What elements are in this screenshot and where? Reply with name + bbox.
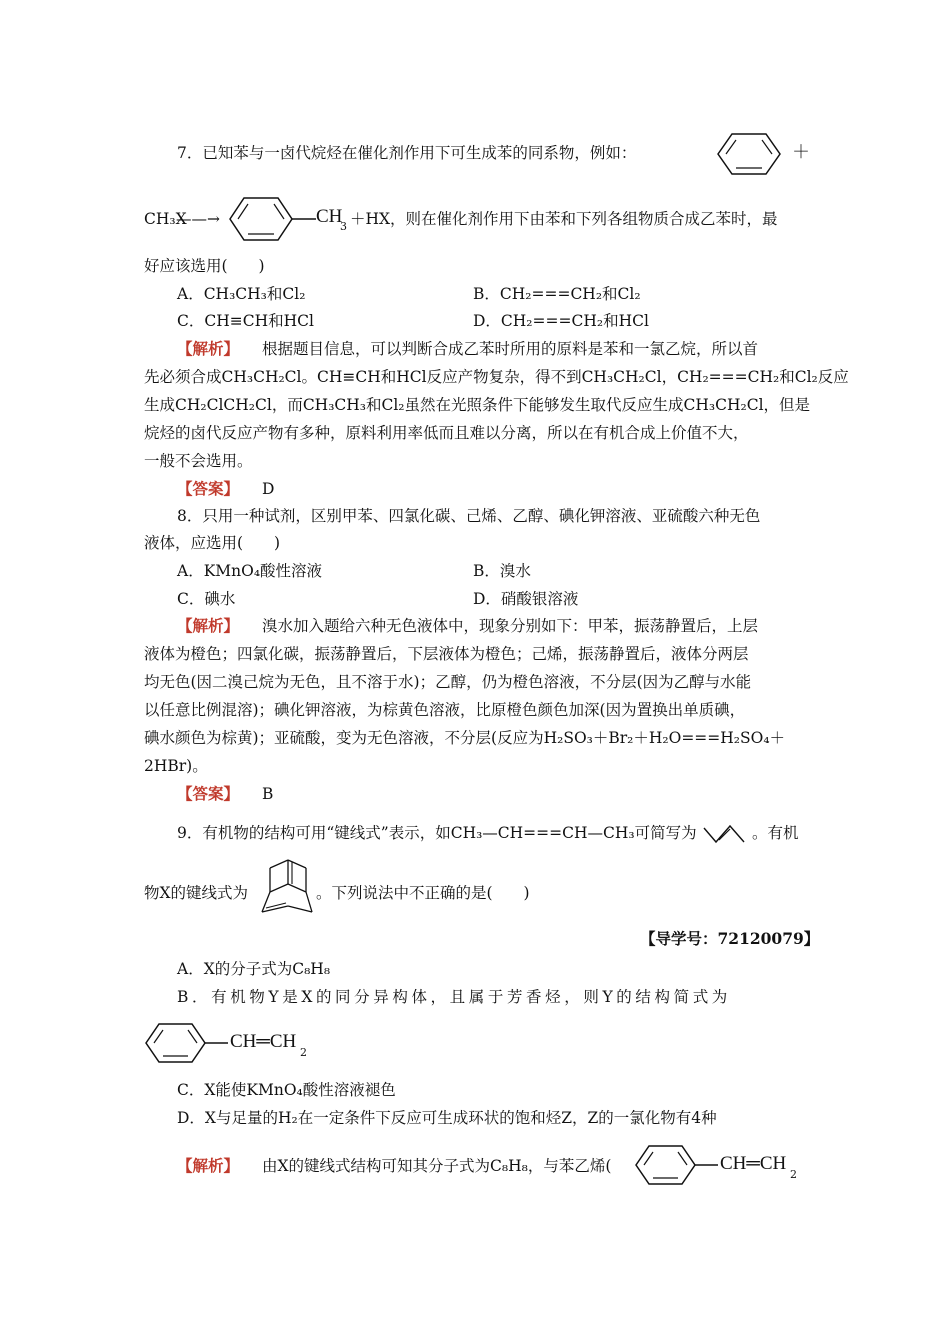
q7-analysis-4: 一般不会选用。 (144, 452, 253, 470)
q7-reactant: CH₃X (144, 210, 187, 228)
q8-analysis-label: 【解析】 (177, 616, 240, 635)
q8-option-d: D．硝酸银溶液 (473, 590, 579, 608)
q7-arrow: ——→ (176, 210, 220, 228)
q9-option-b: B．有机物Y是X的同分异构体，且属于芳香烃，则Y的结构简式为 (177, 988, 731, 1006)
styrene-icon-analysis (634, 1144, 718, 1186)
q7-line3: 好应该选用( ) (144, 257, 265, 275)
q7-answer-label: 【答案】 (177, 479, 240, 498)
q8-analysis-3: 以任意比例混溶)；碘化钾溶液，为棕黄色溶液，比原橙色颜色加深(因为置换出单质碘， (144, 701, 746, 719)
q7-answer: D (262, 480, 275, 498)
q9-analysis-styrene: CH═CH (720, 1153, 787, 1174)
q9-styrene-text: CH═CH (230, 1031, 297, 1052)
q7-option-a: A．CH₃CH₃和Cl₂ (177, 285, 306, 303)
q9-option-d: D．X与足量的H₂在一定条件下反应可生成环状的饱和烃Z，Z的一氯化物有4种 (177, 1109, 717, 1127)
benzene-icon (716, 132, 782, 176)
q9-analysis: 由X的键线式结构可知其分子式为C₈H₈，与苯乙烯( (262, 1157, 612, 1175)
q8-answer: B (262, 785, 274, 803)
butene-icon (702, 822, 748, 844)
q8-line1: 8．只用一种试剂，区别甲苯、四氯化碳、己烯、乙醇、碘化钾溶液、亚硫酸六种无色 (177, 507, 761, 525)
q8-option-a: A．KMnO₄酸性溶液 (177, 562, 323, 580)
q9-line2-a: 物X的键线式为 (144, 884, 249, 902)
q7-option-b: B．CH₂===CH₂和Cl₂ (473, 285, 641, 303)
q9-option-a: A．X的分子式为C₈H₈ (177, 960, 331, 978)
q7-plus: ＋ (792, 142, 810, 163)
q9-line1: 9．有机物的结构可用“键线式”表示，如CH₃—CH===CH—CH₃可简写为 (177, 824, 697, 842)
q8-analysis-0: 溴水加入题给六种无色液体中，现象分别如下：甲苯，振荡静置后，上层 (262, 617, 759, 635)
q9-line1-end: 。有机 (752, 824, 799, 842)
bicyclic-icon (258, 856, 314, 916)
q7-analysis-1: 先必须合成CH₃CH₂Cl。CH≡CH和HCl反应产物复杂，得不到CH₃CH₂Cl，CH₂===CH₂和Cl₂反应 (144, 368, 849, 386)
q7-line1: 7．已知苯与一卤代烷烃在催化剂作用下可生成苯的同系物，例如： (177, 144, 637, 162)
q8-analysis-2: 均无色(因二溴己烷为无色，且不溶于水)；乙醇，仍为橙色溶液，不分层(因为乙醇与水能 (144, 673, 752, 691)
styrene-icon (144, 1022, 228, 1064)
q9-option-c: C．X能使KMnO₄酸性溶液褪色 (177, 1081, 396, 1099)
q7-analysis-3: 烷烃的卤代反应产物有多种，原料利用率低而且难以分离，所以在有机合成上价值不大， (144, 424, 749, 442)
q8-line2: 液体，应选用( ) (144, 534, 281, 552)
q9-styrene-sub: 2 (300, 1046, 307, 1059)
q9-line2-b: 。下列说法中不正确的是( ) (316, 884, 530, 902)
q9-analysis-sub: 2 (790, 1168, 797, 1181)
q7-line2: ＋HX，则在催化剂作用下由苯和下列各组物质合成乙苯时，最 (350, 210, 778, 228)
q8-analysis-1: 液体为橙色；四氯化碳，振荡静置后，下层液体为橙色；己烯，振荡静置后，液体分两层 (144, 645, 749, 663)
q7-analysis-2: 生成CH₂ClCH₂Cl，而CH₃CH₃和Cl₂虽然在光照条件下能够发生取代反应生成CH₃CH₂Cl，但是 (144, 396, 811, 414)
q8-option-b: B．溴水 (473, 562, 531, 580)
toluene-icon (228, 196, 316, 242)
q7-option-c: C．CH≡CH和HCl (177, 312, 314, 330)
q8-answer-label: 【答案】 (177, 784, 240, 803)
q8-analysis-5: 2HBr)。 (144, 757, 208, 775)
q7-product-ch: CH (316, 206, 343, 227)
q7-analysis-0: 根据题目信息，可以判断合成乙苯时所用的原料是苯和一氯乙烷，所以首 (262, 340, 759, 358)
q9-analysis-label: 【解析】 (177, 1156, 240, 1175)
q7-product-sub: 3 (340, 220, 347, 233)
q8-option-c: C．碘水 (177, 590, 236, 608)
q8-analysis-4: 碘水颜色为棕黄)；亚硫酸，变为无色溶液，不分层(反应为H₂SO₃＋Br₂＋H₂O===H₂SO₄＋ (144, 729, 786, 747)
q7-analysis-label: 【解析】 (177, 339, 240, 358)
guide-number: 【导学号：72120079】 (640, 929, 820, 948)
q7-option-d: D．CH₂===CH₂和HCl (473, 312, 649, 330)
